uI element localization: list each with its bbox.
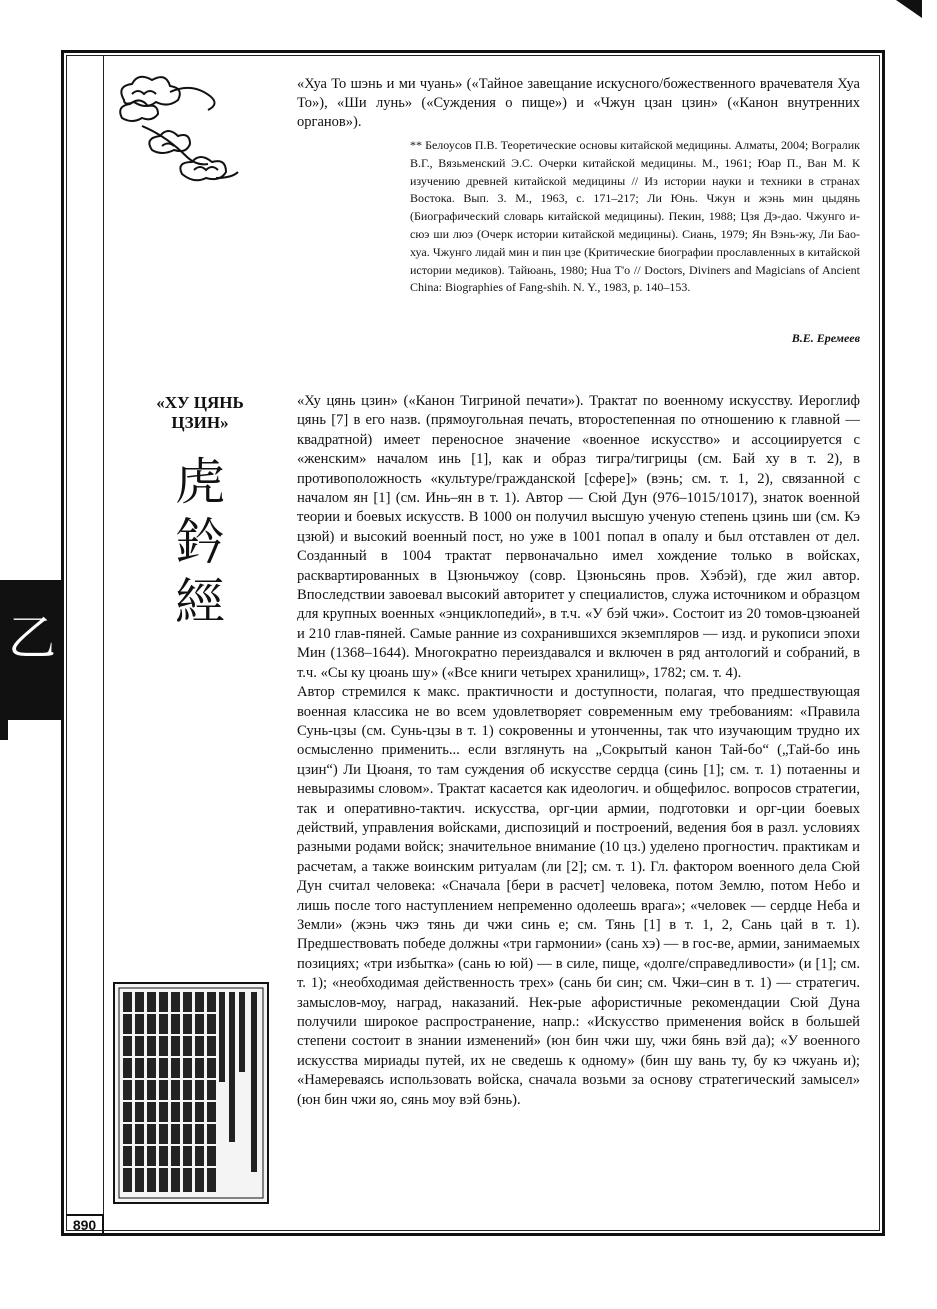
hanzi-char: 虎 xyxy=(175,453,225,511)
entry-heading xyxy=(120,393,280,433)
margin-rule xyxy=(103,55,104,1215)
cloud-ornament-icon xyxy=(112,70,262,200)
previous-entry-author: В.Е. Еремеев xyxy=(791,331,860,345)
entry-paragraph: Автор стремился к макс. практичности и доступности, полагая, что предшествующая военная классика не во всем удовлетворяет современным ему требованиям: «Правила Сунь-цзы (см. Сунь-цзы в т. 1) сокровенны и утонченны, так что изучающим трудно их осмысленно применить... если взглянуть на „Сокрытый канон Тай-бо“ („Тай-бо инь цзин“) Ли Цюаня, то там суждения об искусстве сердца (синь [1]; см. т. 1) потаенны и невыразимы словом». Трактат касается как идеологич. и общефилос. вопросов стратегии, так и оперативно-тактич. искусства, орг-ции армии, подготовки и орг-ции боевых действий, управления войсками, диспозиций и построений, ведения боя в разл. условиях разными родами войск; значительное внимание (10 цз.) уделено прогностич. практикам и расчетам, а также воинским ритуалам (ли [2]; см. т. 1). Гл. фактором военного дела Сюй Дун считал человека: «Сначала [бери в расчет] человека, потом Землю, потом Небо и лишь после того наступлением непременно одолеешь врага»; «человек — сердце Неба и Земли» (жэнь чжэ тянь ди чжи синь е; см. Тянь [1] в т. 1, 2, Сань цай в т. 1). Предшествовать победе должны «три гармонии» (сань хэ) — в гос-ве, армии, занимаемых позициях; «три избытка» (сань ю юй) — в силе, пище, «долге/справедливости» (и [1]; см. т. 1); «необходимая действенность трех» (сань би син; см. Чжи–син в т. 1) — стратегич. замыслов-моу, наград, наказаний. Нек-рые афористичные рекомендации Сюй Дуна получили широкое распространение, напр.: «Искусство применения войск в большей степени состоит в знании изменений» (юн бин чжи шу, чжи бянь вэй да); «У военного искусства мириады путей, их не сведешь к одному» (бин шу вань ту, бу кэ чжуань и); «Намереваясь использовать войска, сначала возьми за основу стратегический замысел» (юн бин чжи яо, сянь моу вэй бэнь). xyxy=(297,684,860,1108)
previous-entry-text: «Хуа То шэнь и ми чуань» («Тайное завещание искусного/божественного врачевателя Хуа То»), «Ши лунь» («Суждения о пище») и «Чжун цзан цзин» («Канон внутренних органов»). xyxy=(297,76,860,130)
hanzi-char: 鈐 xyxy=(175,513,225,571)
page-number: 890 xyxy=(72,1217,97,1233)
book-page-illustration xyxy=(113,982,269,1204)
section-thumb-tab-tail xyxy=(0,700,8,740)
corner-mark xyxy=(896,0,922,18)
entry-heading-line2: ЦЗИН» xyxy=(171,413,229,432)
entry-heading-line1: «ХУ ЦЯНЬ xyxy=(156,393,244,412)
previous-entry-references: ** Белоусов П.В. Теоретические основы китайской медицины. Алматы, 2004; Вогралик В.Г., Вязьменский Э.С. Очерки китайской медицины. М., 1961; Юар П., Ван М. К изучению древней китайской медицины // Из истории науки и техники в странах Востока. Вып. 3. М., 1963, с. 171–217; Ли Юнь. Чжун и жэнь мин цыдянь (Биографический словарь китайской медицины). Пекин, 1988; Цзя Дэ-дао. Чжунго и-сюэ ши люэ (Очерк истории китайской медицины). Сиань, 1979; Ян Вэнь-жу, Ли Бао-хуа. Чжунго лидай мин и пин цзе (Критические биографии прославленных в китайской истории медиков). Тайюань, 1980; Hua T'o // Doctors, Diviners and Magicians of Ancient China: Biographies of Fang-shih. N. Y., 1983, p. 140–153. xyxy=(410,138,860,295)
hanzi-char: 經 xyxy=(175,573,225,631)
section-thumb-glyph: 乙 xyxy=(7,610,56,666)
entry-hanzi-title xyxy=(170,452,230,632)
entry-body xyxy=(297,392,860,1207)
entry-paragraph: «Ху цянь цзин» («Канон Тигриной печати»). Трактат по военному искусству. Иероглиф цянь [7] в его назв. (прямоугольная печать, второстепенная по отношению к главной — квадратной) имеет переносное значение «военное искусство» и ассоциируется с «женским» началом инь [1], как и образ тигра/тигрицы (см. Бай ху в т. 2), в противоположность «культуре/гражданской [сфере]» (вэнь; см. т. 1, 2), связанной с началом ян [1] (см. Инь–ян в т. 1). Автор — Сюй Дун (976–1015/1017), знаток военной теории и боевых искусств. В 1000 он получил высшую ученую степень цзинь ши (см. Кэ цзюй) и высокий военный пост, но уже в 1001 попал в опалу и был отставлен от дел. Созданный в 1004 трактат первоначально имел хождение только в войсках, расквартированных в Цзюньчжоу (совр. Цзюньсянь пров. Хэбэй), где жил автор. Впоследствии завоевал высокий авторитет у специалистов, служа источником и образцом для крупных военных «энциклопедий», в т.ч. «У бэй чжи». Состоит из 20 томов-цзюаней и 210 глав-пяней. Самые ранние из сохранившихся экземпляров — изд. и рукописи эпохи Мин (1368–1644). Многократно переиздавался и включен в ряд антологий и собраний, в т.ч. «Сы ку цюань шу» («Все книги четырех хранилищ», 1782; см. т. 4). xyxy=(297,393,860,681)
